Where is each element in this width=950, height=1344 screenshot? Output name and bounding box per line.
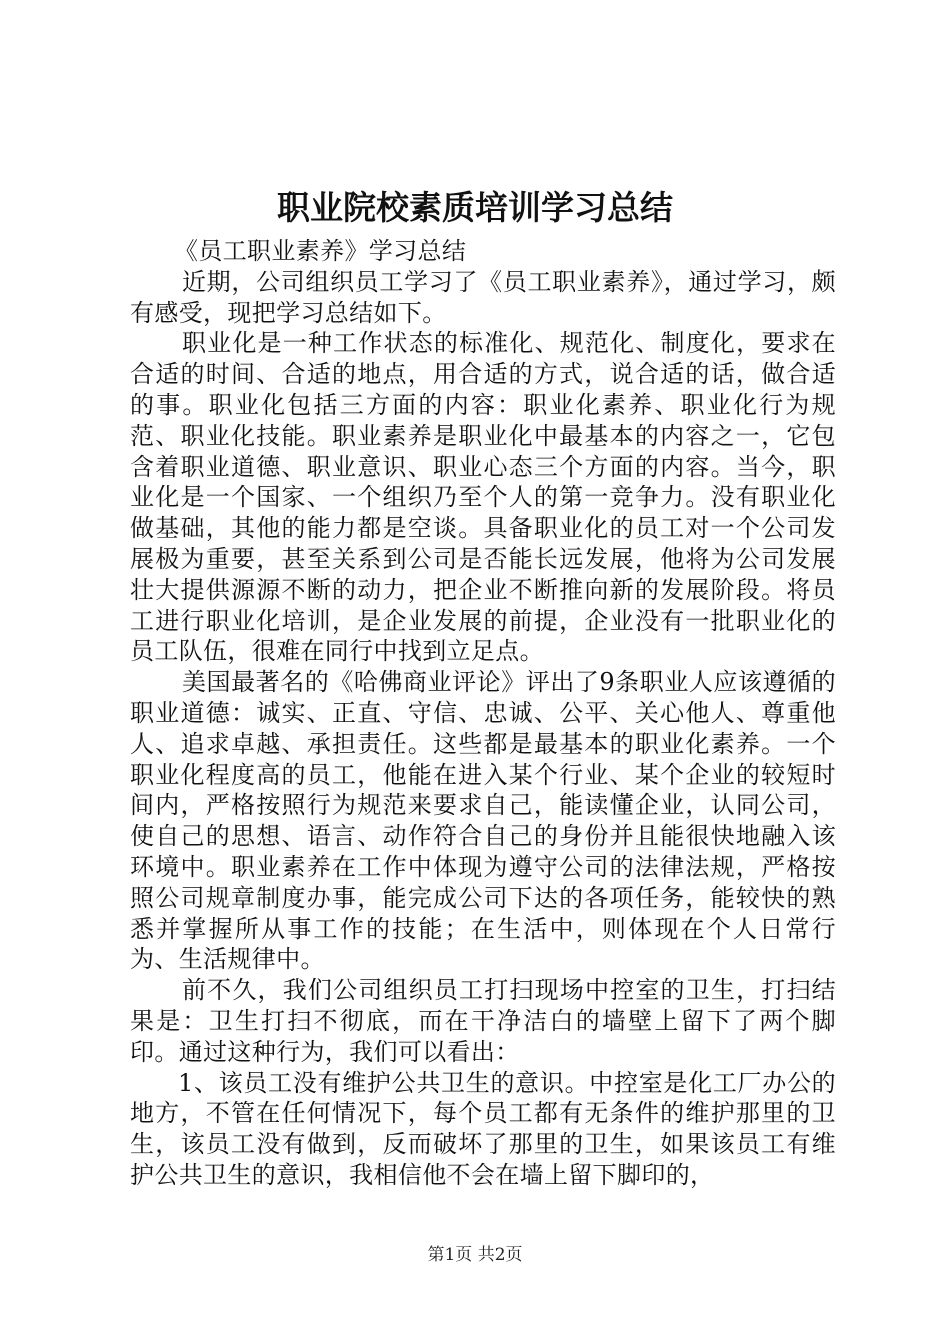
paragraph-harvard-ethics: 美国最著名的《哈佛商业评论》评出了9条职业人应该遵循的职业道德：诚实、正直、守信、忠诚、公平、关心他人、尊重他人、追求卓越、承担责任。这些都是最基本的职业化素养。一个职业化程度高的员工，他能在进入某个行业、某个企业的较短时间内，严格按照行为规范来要求自己，能读懂企业，认同公司，使自己的思想、语言、动作符合自己的身份并且能很快地融入该环境中。职业素养在工作中体现为遵守公司的法律法规，严格按照公司规章制度办事，能完成公司下达的各项任务，能较快的熟悉并掌握所从事工作的技能；在生活中，则体现在个人日常行为、生活规律中。: [130, 668, 836, 974]
paragraph-professionalism: 职业化是一种工作状态的标准化、规范化、制度化，要求在合适的时间、合适的地点，用合适的方式，说合适的话，做合适的事。职业化包括三方面的内容：职业化素养、职业化行为规范、职业化技能。职业素养是职业化中最基本的内容之一，它包含着职业道德、职业意识、职业心态三个方面的内容。当今，职业化是一个国家、一个组织乃至个人的第一竞争力。没有职业化做基础，其他的能力都是空谈。具备职业化的员工对一个公司发展极为重要，甚至关系到公司是否能长远发展，他将为公司发展壮大提供源源不断的动力，把企业不断推向新的发展阶段。将员工进行职业化培训，是企业发展的前提，企业没有一批职业化的员工队伍，很难在同行中找到立足点。: [130, 329, 836, 666]
paragraph-incident: 前不久，我们公司组织员工打扫现场中控室的卫生，打扫结果是：卫生打扫不彻底，而在干净洁白的墙壁上留下了两个脚印。通过这种行为，我们可以看出：: [130, 976, 836, 1066]
paragraph-intro: 近期，公司组织员工学习了《员工职业素养》，通过学习，颇有感受，现把学习总结如下。: [130, 267, 836, 327]
page-footer: 第1页 共2页: [427, 1245, 523, 1265]
document-body: [130, 236, 836, 1191]
sub-heading: 《员工职业素养》学习总结: [174, 237, 467, 265]
paragraph-point-1: 1、该员工没有维护公共卫生的意识。中控室是化工厂办公的地方，不管在任何情况下，每个员工都有无条件的维护那里的卫生，该员工没有做到，反而破坏了那里的卫生，如果该员工有维护公共卫生的意识，我相信他不会在墙上留下脚印的，: [130, 1068, 836, 1189]
document-title: 职业院校素质培训学习总结: [277, 188, 673, 227]
